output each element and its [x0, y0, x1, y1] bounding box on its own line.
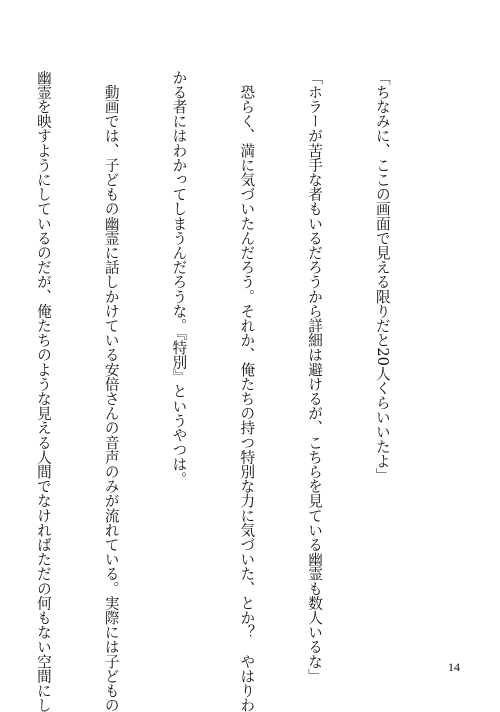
text-line: 幽霊を映すようにしているのだが、俺たちのような見える人間でなければただの何もない空間にし: [34, 70, 52, 712]
text-line: かる者にはわかってしまうんだろうな。『特別』というやつは。: [170, 70, 188, 487]
vertical-text-body: [0, 70, 438, 712]
text-line: 恐らく、満に気づいたんだろう。それか、俺たちの持つ特別な力に気づいた、とか？ やはりわ: [238, 70, 256, 712]
text-line: 動画では、子どもの幽霊に話しかけている安倍さんの音声のみが流れている。実際には子どもの: [102, 70, 120, 712]
text-line: 「ちなみに、ここの画面で見える限りだと20人くらいいたよ」: [373, 70, 391, 483]
text-line: 「ホラーが苦手な者もいるだろうから詳細は避けるが、こちらを見ている幽霊も数人いるな」: [306, 70, 324, 684]
page-number: 14: [448, 660, 460, 674]
